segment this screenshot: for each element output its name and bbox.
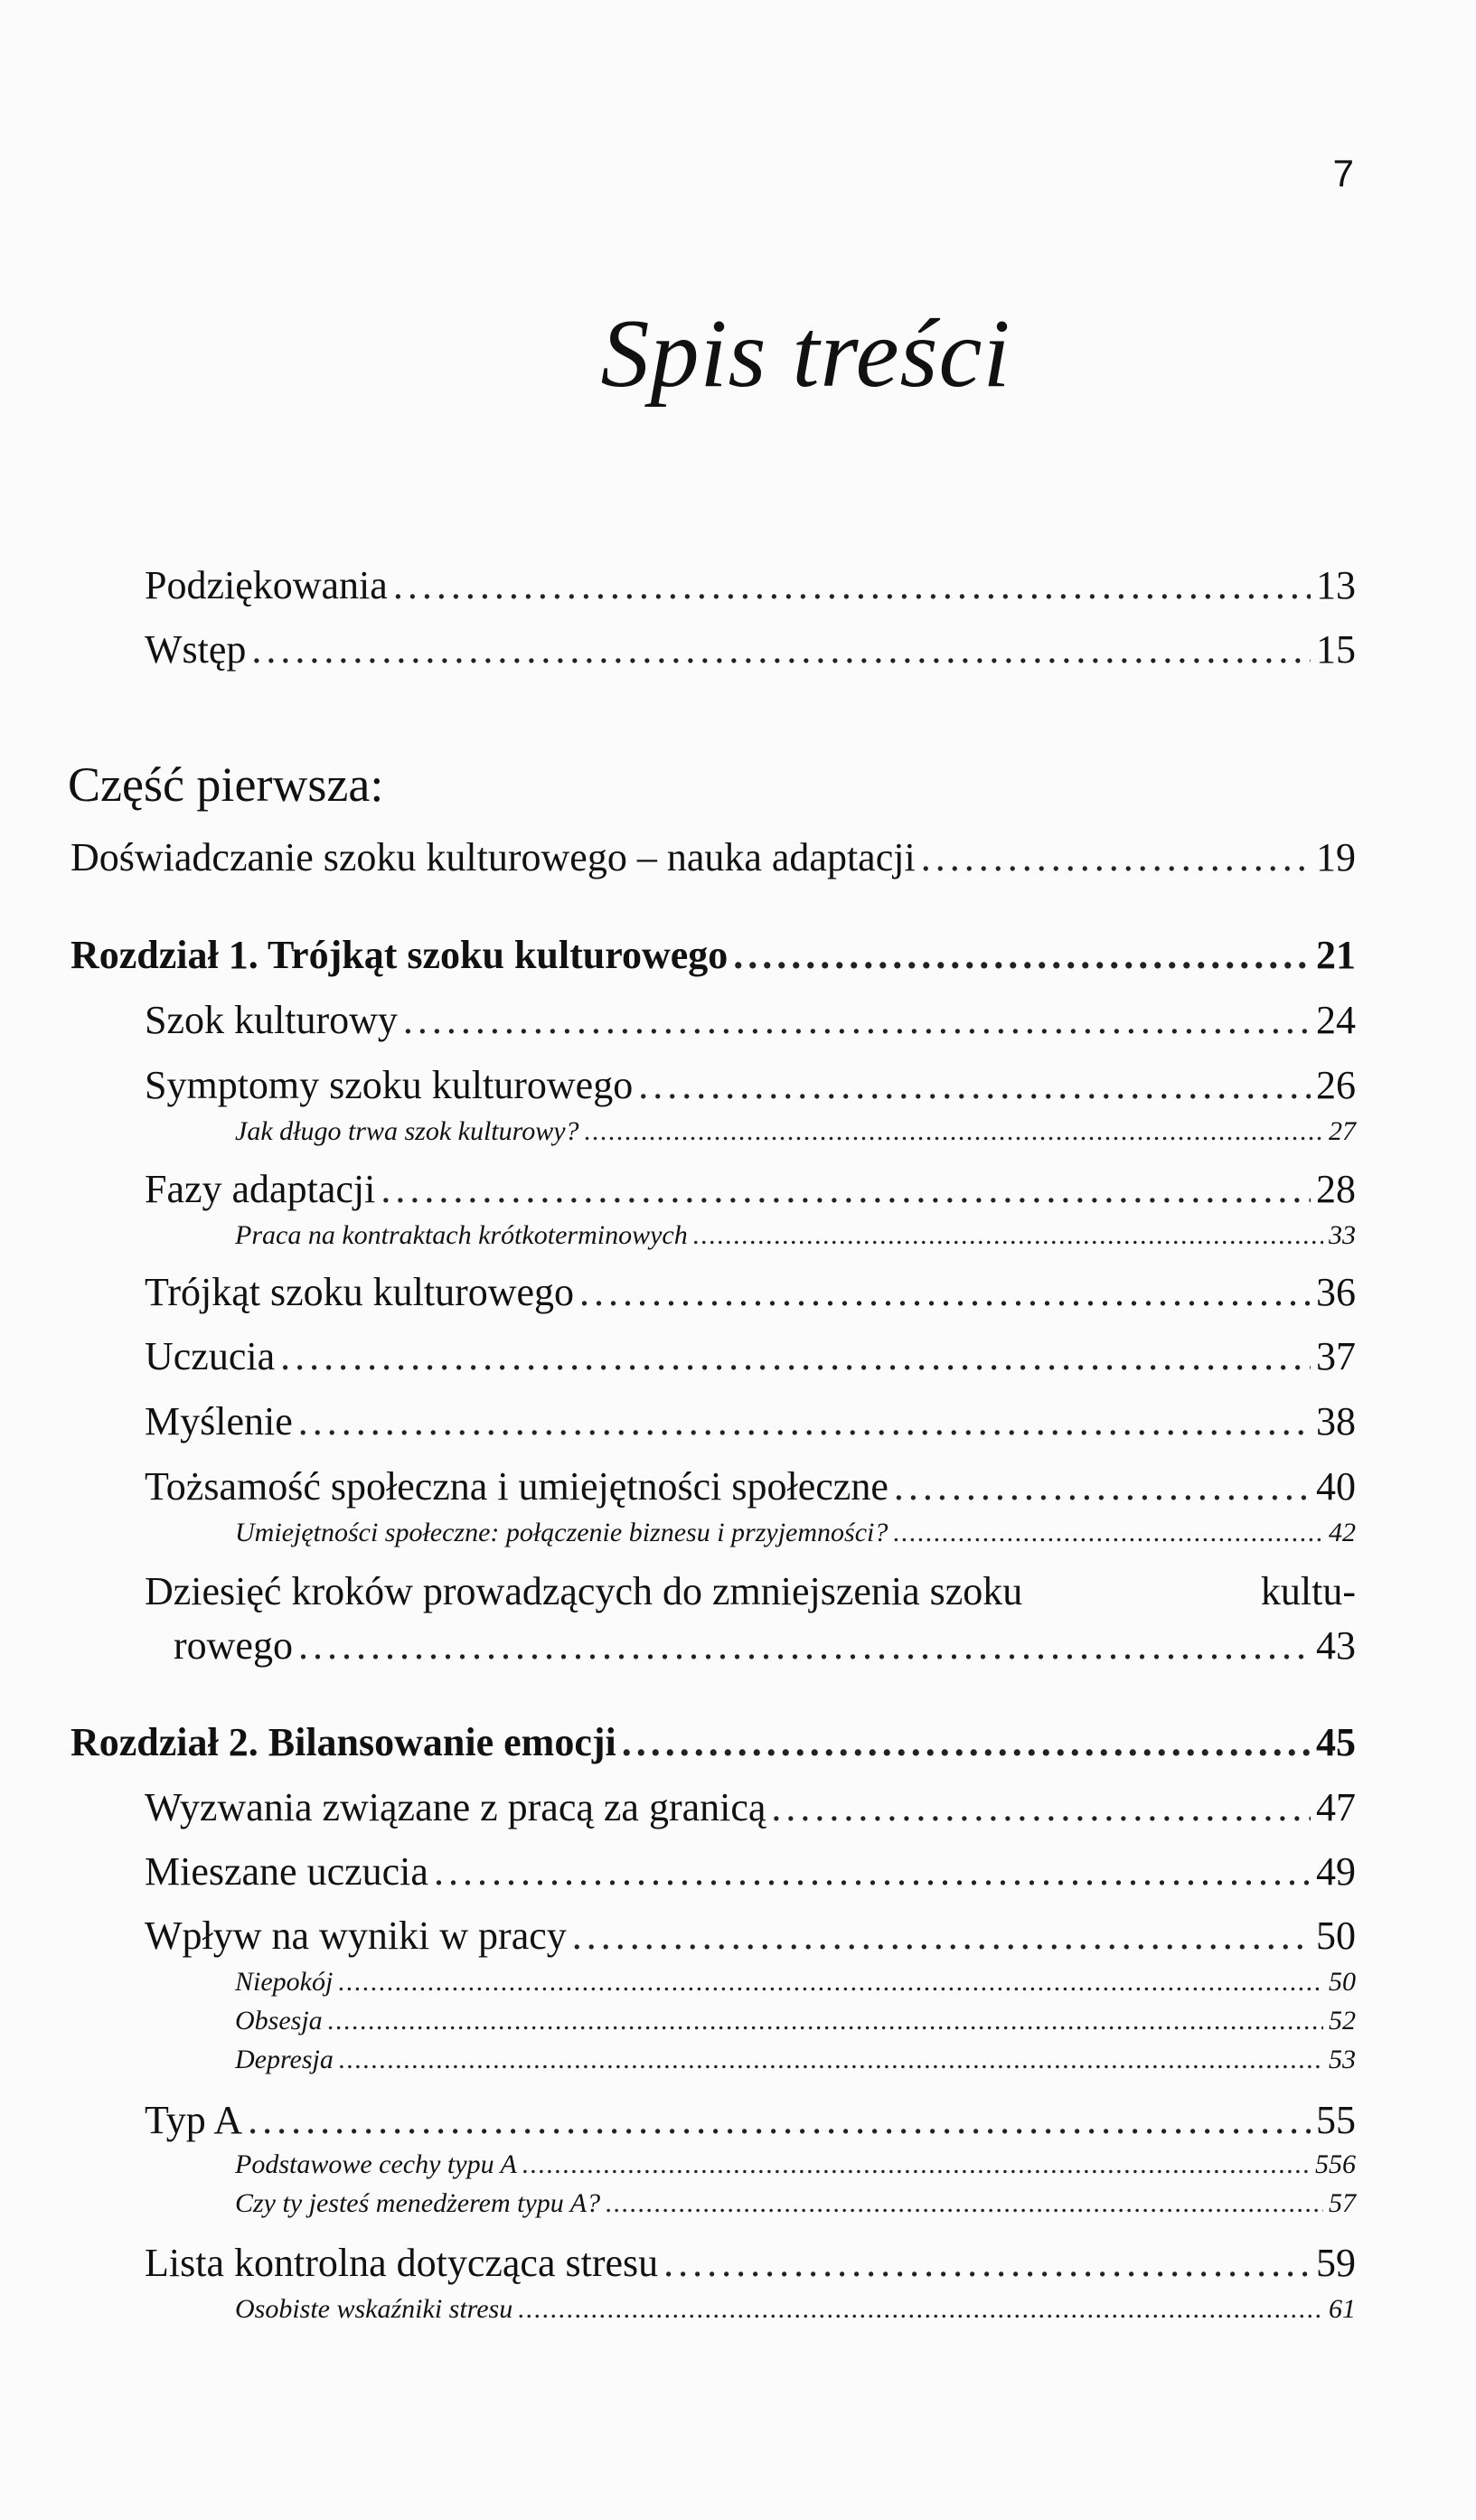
toc-entry-label: Wstęp (145, 627, 247, 672)
toc-entry[interactable] (145, 626, 1356, 672)
toc-entry-label: Lista kontrolna dotycząca stresu (145, 2241, 659, 2285)
toc-entry-page: 19 (1316, 835, 1356, 879)
toc-entry-label: Podziękowania (145, 563, 388, 607)
toc-entry-page: 43 (1316, 1623, 1356, 1668)
toc-entry-page: 50 (1316, 1914, 1356, 1958)
toc-part-entry[interactable] (71, 834, 1356, 880)
toc-entry[interactable] (145, 1848, 1356, 1895)
toc-entry[interactable] (145, 562, 1356, 608)
leader-dots (403, 997, 1311, 1043)
toc-entry-page: 13 (1316, 563, 1356, 607)
toc-entry-label: Niepokój (235, 1967, 334, 1997)
toc-entry-label: Doświadczanie szoku kulturowego – nauka adaptacji (71, 835, 916, 879)
leader-dots (572, 1913, 1311, 1959)
toc-entry-label: Umiejętności społeczne: połączenie biznesu i przyjemności? (235, 1518, 888, 1547)
leader-dots (434, 1848, 1311, 1895)
toc-subentry[interactable] (235, 1967, 1356, 1998)
toc-entry-wrapped-line1[interactable] (145, 1568, 1356, 1614)
toc-entry-label: Typ A (145, 2098, 243, 2142)
leader-dots (733, 932, 1311, 978)
toc-entry-label: Myślenie (145, 1399, 293, 1443)
toc-entry-page: 53 (1329, 2045, 1356, 2074)
leader-dots (606, 2188, 1323, 2219)
toc-entry-page: 21 (1316, 933, 1356, 977)
toc-entry[interactable] (145, 1333, 1356, 1379)
toc-chapter-label: Rozdział 2. Bilansowanie emocji (71, 1720, 616, 1764)
leader-dots (338, 1967, 1323, 1998)
toc-entry-page: 52 (1329, 2006, 1356, 2036)
leader-dots (921, 834, 1311, 880)
toc-entry[interactable] (145, 1784, 1356, 1830)
toc-entry[interactable] (145, 1398, 1356, 1444)
toc-chapter-entry[interactable] (71, 1719, 1356, 1765)
leader-dots (251, 626, 1311, 672)
toc-entry-page: 55 (1316, 2098, 1356, 2142)
page-title: Spis treści (600, 300, 1011, 408)
leader-dots (579, 1269, 1311, 1315)
toc-subentry[interactable] (235, 2045, 1356, 2075)
toc-entry-page: 24 (1316, 998, 1356, 1042)
toc-entry-label: Uczucia (145, 1334, 276, 1378)
toc-entry-label: Podstawowe cechy typu A (235, 2149, 517, 2179)
leader-dots (298, 1398, 1311, 1444)
toc-entry-label: Jak długo trwa szok kulturowy? (235, 1116, 579, 1146)
toc-entry-label: Trójkąt szoku kulturowego (145, 1270, 575, 1314)
toc-entry[interactable] (145, 2240, 1356, 2286)
toc-entry-label: Obsesja (235, 2006, 323, 2036)
toc-entry-label: Czy ty jesteś menedżerem typu A? (235, 2188, 601, 2218)
toc-entry-page: 45 (1316, 1720, 1356, 1764)
toc-subentry[interactable] (235, 2149, 1356, 2180)
toc-entry-label: Mieszane uczucia (145, 1849, 428, 1894)
toc-entry-page: 49 (1316, 1849, 1356, 1894)
toc-entry-page: 40 (1316, 1464, 1356, 1509)
toc-chapter-entry[interactable] (71, 932, 1356, 978)
toc-entry[interactable] (145, 1166, 1356, 1212)
toc-entry-page: 59 (1316, 2241, 1356, 2285)
toc-entry-label: Wyzwania związane z pracą za granicą (145, 1785, 766, 1829)
toc-entry-page: 38 (1316, 1399, 1356, 1443)
toc-subentry[interactable] (235, 1116, 1356, 1147)
toc-entry-page: 50 (1329, 1967, 1356, 1997)
leader-dots (339, 2045, 1323, 2075)
toc-entry-label: Osobiste wskaźniki stresu (235, 2294, 513, 2324)
leader-dots (693, 1220, 1323, 1251)
toc-subentry[interactable] (235, 1220, 1356, 1251)
toc-entry-label: Wpływ na wyniki w pracy (145, 1914, 567, 1958)
leader-dots (393, 562, 1311, 608)
toc-entry-label: Fazy adaptacji (145, 1167, 376, 1211)
toc-subentry[interactable] (235, 2006, 1356, 2036)
leader-dots (771, 1784, 1311, 1830)
toc-entry-label: Szok kulturowy (145, 998, 398, 1042)
toc-subentry[interactable] (235, 1518, 1356, 1548)
toc-entry-page: 33 (1329, 1220, 1356, 1250)
toc-entry-wrapped-line2[interactable] (174, 1622, 1356, 1669)
toc-subentry[interactable] (235, 2294, 1356, 2325)
toc-entry-label: Symptomy szoku kulturowego (145, 1063, 634, 1107)
toc-entry-page: 15 (1316, 627, 1356, 672)
toc-entry[interactable] (145, 2097, 1356, 2143)
leader-dots (518, 2294, 1323, 2325)
toc-entry[interactable] (145, 1062, 1356, 1108)
toc-entry-page: 556 (1315, 2149, 1356, 2179)
leader-dots (381, 1166, 1311, 1212)
toc-entry-label-hyphenated: kultu- (1260, 1569, 1356, 1613)
leader-dots (328, 2006, 1323, 2036)
toc-entry-label: Dziesięć kroków prowadzących do zmniejszenia szoku (145, 1569, 1023, 1613)
toc-entry-page: 57 (1329, 2188, 1356, 2218)
toc-entry-label: Tożsamość społeczna i umiejętności społeczne (145, 1464, 888, 1509)
toc-entry-label: Praca na kontraktach krótkoterminowych (235, 1220, 688, 1250)
toc-entry[interactable] (145, 997, 1356, 1043)
page-number: 7 (1332, 152, 1354, 194)
leader-dots (522, 2149, 1310, 2180)
toc-entry-page: 37 (1316, 1334, 1356, 1378)
leader-dots (894, 1463, 1311, 1509)
leader-dots (893, 1518, 1323, 1548)
toc-entry-page: 27 (1329, 1116, 1356, 1146)
toc-entry-page: 61 (1329, 2294, 1356, 2324)
toc-entry-page: 28 (1316, 1167, 1356, 1211)
toc-entry-label: rowego (174, 1623, 293, 1668)
toc-entry-page: 47 (1316, 1785, 1356, 1829)
toc-entry-page: 42 (1329, 1518, 1356, 1547)
toc-entry[interactable] (145, 1269, 1356, 1315)
leader-dots (280, 1333, 1311, 1379)
toc-entry-page: 26 (1316, 1063, 1356, 1107)
toc-subentry[interactable] (235, 2188, 1356, 2219)
leader-dots (248, 2097, 1311, 2143)
toc-entry-label: Depresja (235, 2045, 334, 2074)
leader-dots (298, 1622, 1311, 1669)
leader-dots (585, 1116, 1323, 1147)
toc-entry-page: 36 (1316, 1270, 1356, 1314)
toc-entry[interactable] (145, 1913, 1356, 1959)
leader-dots (663, 2240, 1311, 2286)
leader-dots (638, 1062, 1311, 1108)
toc-entry[interactable] (145, 1463, 1356, 1509)
leader-dots (622, 1719, 1311, 1765)
part-heading: Część pierwsza: (68, 757, 384, 812)
toc-chapter-label: Rozdział 1. Trójkąt szoku kulturowego (71, 933, 729, 977)
